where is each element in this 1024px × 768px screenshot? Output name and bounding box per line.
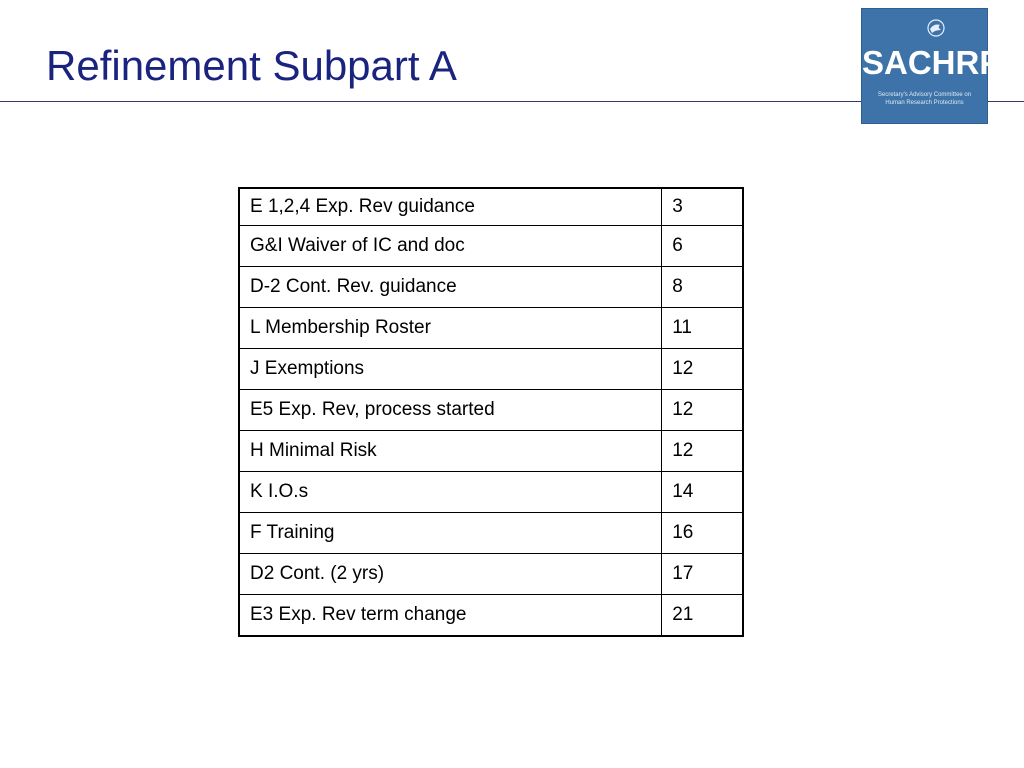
- table-row: [239, 349, 743, 390]
- table-row: [239, 554, 743, 595]
- row-item-label: J Exemptions: [239, 349, 662, 390]
- table-row: [239, 595, 743, 637]
- table-row: [239, 226, 743, 267]
- row-item-value: 11: [662, 308, 743, 349]
- row-item-label: E5 Exp. Rev, process started: [239, 390, 662, 431]
- row-item-value: 14: [662, 472, 743, 513]
- row-item-label: E3 Exp. Rev term change: [239, 595, 662, 637]
- row-item-value: 8: [662, 267, 743, 308]
- row-item-value: 12: [662, 390, 743, 431]
- row-item-label: G&I Waiver of IC and doc: [239, 226, 662, 267]
- hhs-eagle-seal-icon: [862, 17, 987, 39]
- table-row: [239, 390, 743, 431]
- slide-title: Refinement Subpart A: [46, 42, 457, 89]
- table-row: [239, 431, 743, 472]
- row-item-value: 21: [662, 595, 743, 637]
- row-item-value: 12: [662, 349, 743, 390]
- table-row: [239, 513, 743, 554]
- row-item-value: 16: [662, 513, 743, 554]
- table-row: [239, 267, 743, 308]
- row-item-label: F Training: [239, 513, 662, 554]
- row-item-label: D2 Cont. (2 yrs): [239, 554, 662, 595]
- logo-wordmark: SACHRP: [862, 44, 1002, 81]
- table-row: [239, 188, 743, 226]
- logo-subtitle-line-1: Secretary's Advisory Committee on: [877, 92, 972, 98]
- row-item-label: L Membership Roster: [239, 308, 662, 349]
- row-item-value: 17: [662, 554, 743, 595]
- table-row: [239, 472, 743, 513]
- row-item-value: 6: [662, 226, 743, 267]
- logo-subtitle-line-2: Human Research Protections: [885, 100, 964, 106]
- row-item-label: K I.O.s: [239, 472, 662, 513]
- refinement-table: [238, 187, 744, 637]
- sachrp-logo: [861, 8, 1002, 124]
- logo-subtitle: [870, 91, 979, 107]
- row-item-value: 3: [662, 188, 743, 226]
- row-item-label: E 1,2,4 Exp. Rev guidance: [239, 188, 662, 226]
- row-item-value: 12: [662, 431, 743, 472]
- table-row: [239, 308, 743, 349]
- row-item-label: D-2 Cont. Rev. guidance: [239, 267, 662, 308]
- row-item-label: H Minimal Risk: [239, 431, 662, 472]
